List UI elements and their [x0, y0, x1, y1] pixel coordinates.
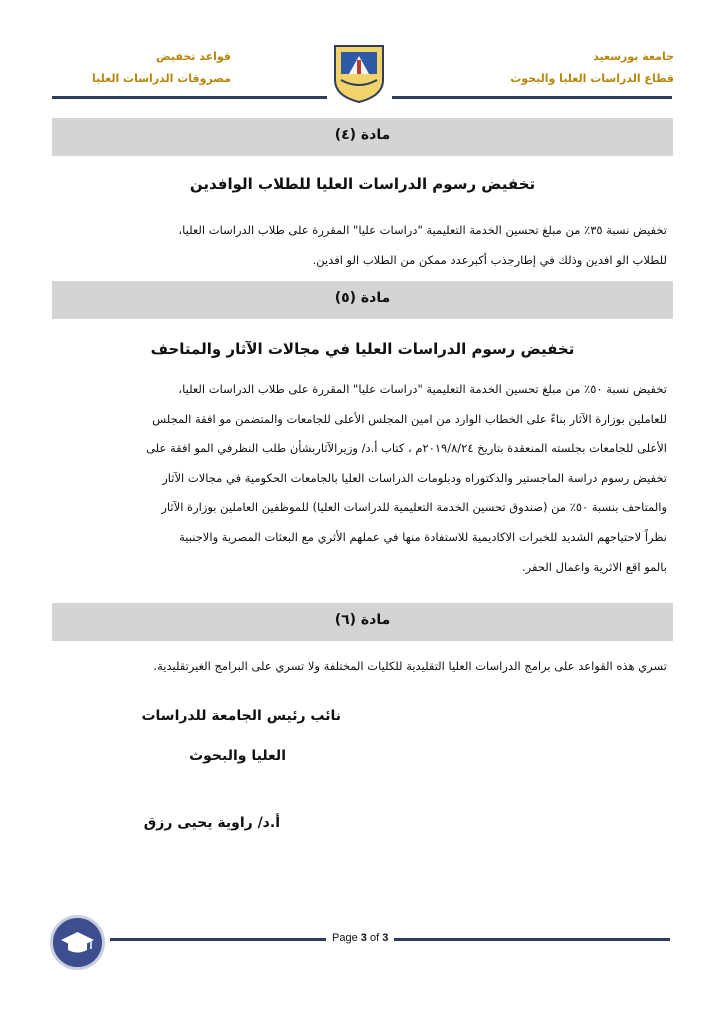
signature-name: أ.د/ راوية يحيى رزق [143, 815, 280, 831]
paragraph-line: تخفيض نسبة ٣٥٪ من مبلغ تحسين الخدمة التعليمية "دراسات عليا" المقررة على طلاب الدراسات العليا، [178, 223, 667, 237]
paragraph-line: والمتاحف بنسبة ٥٠٪ من (صندوق تحسين الخدمة التعليمية للدراسات العليا) للموظفين العاملين بوزارة الآثار [161, 500, 667, 515]
sector-name: قطاع الدراسات العليا والبحوث [510, 72, 674, 85]
paragraph-line: الأعلى للجامعات بجلسته المنعقدة بتاريخ ٢٠١٩/٨/٢٤م ، كتاب أ.د/ وزيرالآثاربشأن طلب النظرفي المو افقة على [146, 441, 667, 456]
article-6-label: مادة (٦) [334, 612, 391, 628]
university-name: جامعة بورسعيد [593, 50, 674, 63]
footer-emblem [50, 915, 105, 970]
graduation-cap-icon [53, 918, 102, 967]
article-5-box [52, 281, 673, 319]
header-rule-left [52, 96, 327, 99]
article-5-label: مادة (٥) [334, 290, 391, 306]
page-word: Page [332, 932, 358, 944]
page-number [326, 932, 394, 944]
of-word: of [369, 932, 380, 944]
paragraph-line: للطلاب الو افدين وذلك في إطارجذب أكبرعدد ممكن من الطلاب الو افدين. [312, 253, 667, 267]
paragraph-line: تخفيض نسبة ٥٠٪ من مبلغ تحسين الخدمة التعليمية "دراسات عليا" المقررة على طلاب الدراسات العليا، [178, 382, 667, 396]
header-university [510, 46, 674, 90]
article-6-box [52, 603, 673, 641]
total-pages: 3 [382, 932, 389, 944]
paragraph-line: تسري هذه القواعد على برامج الدراسات العليا التقليدية للكليات المختلفة ولا تسري على البرامج الغيرتقليدية. [153, 659, 667, 673]
signature-title-line-1: نائب رئيس الجامعة للدراسات [141, 708, 341, 724]
article-4-body [56, 215, 667, 275]
header-document-topic [92, 46, 231, 90]
university-logo [331, 40, 387, 104]
paragraph-line: للعاملين بوزارة الآثار بناءً على الخطاب الوارد من امين المجلس الأعلى للجامعات والمتضمن مو افقة المجلس [152, 411, 667, 426]
signature-title-line-2: العليا والبحوث [189, 748, 286, 764]
header-rule-right [392, 96, 672, 99]
article-4-label: مادة (٤) [334, 127, 391, 143]
article-5-body [56, 375, 667, 582]
paragraph-line: نظراً لاحتياجهم الشديد للخبرات الاكاديمية للاستفادة منها في عملهم الأثري مع البعثات المصرية والاجنبية [179, 529, 667, 544]
article-4-heading: تخفيض رسوم الدراسات العليا للطلاب الوافدين [189, 175, 536, 193]
topic-line-1: قواعد تخفيض [155, 50, 231, 63]
topic-line-2: مصروفات الدراسات العليا [92, 72, 231, 85]
paragraph-line: تخفيض رسوم دراسة الماجستير والدكتوراه ودبلومات الدراسات العليا بالجامعات الحكومية في مجالات الآثار [162, 470, 667, 485]
article-5-heading: تخفيض رسوم الدراسات العليا في مجالات الآثار والمتاحف [150, 340, 575, 358]
article-4-box [52, 118, 673, 156]
paragraph-line: بالمو اقع الاثرية واعمال الحفر. [522, 559, 667, 574]
current-page: 3 [360, 932, 367, 944]
article-6-body [56, 652, 667, 680]
